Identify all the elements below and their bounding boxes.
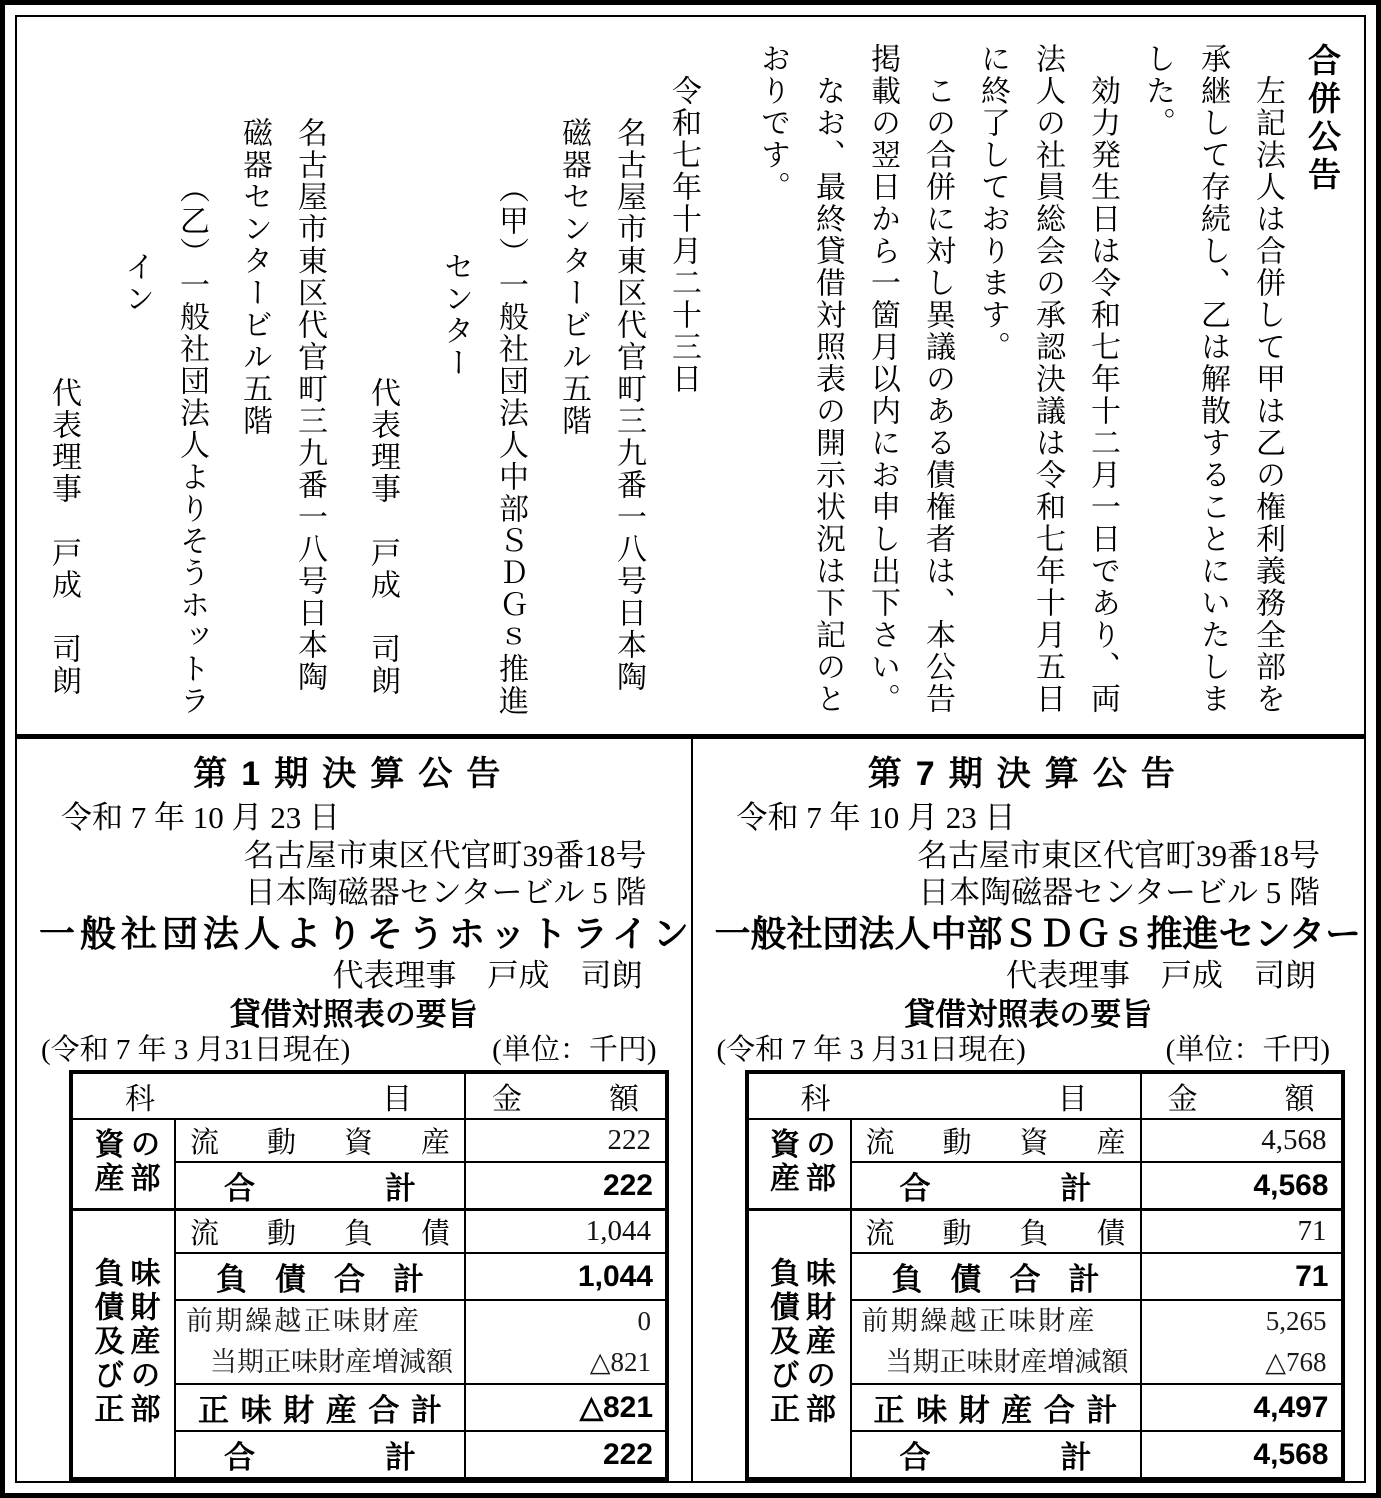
unit-label: (単位：千円) [1165,1034,1330,1066]
net-assets-detail-values [465,1300,667,1384]
notice-representative: 代表理事 戸成 司朗 [366,377,399,697]
carried-forward-label: 前期繰越正味財産 [861,1306,1095,1336]
grand-total-label: 合計 [175,1431,465,1479]
current-liabilities-label: 流動負債 [851,1210,1141,1254]
report-title: 第7期決算公告 [867,755,1189,793]
company-name: 一般社団法人よりそうホットライン [39,913,694,954]
net-change-value: △768 [1265,1347,1327,1377]
notice-address: 名古屋市東区代官町三九番一八号日本陶 [293,117,326,693]
financial-reports-section [17,739,1364,1481]
notice-address: 名古屋市東区代官町三九番一八号日本陶 [612,117,645,693]
current-assets-value: 222 [465,1119,667,1162]
notice-line: 掲載の翌日から一箇月以内にお申し出下さい。 [866,43,899,715]
notice-line: した。 [1141,43,1174,139]
column-header-subject: 科目 [747,1072,1141,1119]
notice-representative: 代表理事 戸成 司朗 [47,377,80,697]
row-current-liabilities [747,1210,1343,1254]
group-label-liabilities: 負債及び正味財産の部 [71,1210,175,1480]
current-liabilities-value: 71 [1141,1210,1343,1254]
row-current-assets [747,1119,1343,1162]
notice-address: 磁器センタービル五階 [557,117,590,437]
notice-line: なお、最終貸借対照表の開示状況は下記のと [811,75,844,715]
net-assets-total-value: 4,497 [1141,1384,1343,1431]
report-term-1 [17,739,694,1481]
current-assets-label: 流動資産 [851,1119,1141,1162]
as-of-date: (令和 7 年 3 月31日現在) [716,1034,1026,1066]
table-header-row [747,1072,1343,1119]
balance-sheet-table [745,1070,1345,1481]
notice-line: に終了しております。 [976,43,1009,363]
notice-line: おりです。 [756,43,789,203]
liabilities-total-label: 負債合計 [851,1253,1141,1300]
column-header-amount: 金額 [1141,1072,1343,1119]
balance-sheet-note [715,1034,1343,1067]
column-header-amount: 金額 [465,1072,667,1119]
assets-total-label: 合計 [175,1162,465,1210]
company-name: 一般社団法人中部ＳＤＧｓ推進センター [714,913,1362,954]
notice-line: 効力発生日は令和七年十二月一日であり、両 [1086,75,1119,715]
grand-total-value: 4,568 [1141,1431,1343,1479]
liabilities-total-value: 71 [1141,1253,1343,1300]
row-current-liabilities [71,1210,667,1254]
notice-title: 合併公告 [1304,43,1341,195]
balance-sheet-title: 貸借対照表の要旨 [229,997,478,1032]
unit-label: (単位：千円) [492,1034,657,1066]
page-inner-border [15,15,1366,1483]
representative: 代表理事 戸成 司朗 [1006,958,1316,993]
carried-forward-label: 前期繰越正味財産 [186,1306,419,1336]
representative: 代表理事 戸成 司朗 [332,958,643,993]
assets-total-value: 4,568 [1141,1162,1343,1210]
row-current-assets [71,1119,667,1162]
report-address-1: 名古屋市東区代官町39番18号 [917,838,1320,873]
report-term-7 [691,739,1365,1481]
balance-sheet-note [39,1034,669,1067]
notice-party-otsu-cont: イン [120,251,153,315]
balance-sheet-title: 貸借対照表の要旨 [904,997,1153,1032]
notice-party-kou: （甲）一般社団法人中部ＳＤＧｓ推進 [494,173,527,717]
grand-total-value: 222 [465,1431,667,1479]
as-of-date: (令和 7 年 3 月31日現在) [41,1034,351,1066]
group-label-liabilities: 負債及び正味財産の部 [747,1210,851,1480]
net-change-label: 当期正味財産増減額 [210,1347,453,1377]
liabilities-total-label: 負債合計 [175,1253,465,1300]
group-label-assets: 資産の部 [71,1119,175,1210]
report-date: 令和 7 年 10 月 23 日 [736,800,1016,835]
notice-party-kou-cont: センター [439,251,472,379]
report-address-2: 日本陶磁器センタービル 5 階 [244,875,647,910]
net-assets-total-value: △821 [465,1384,667,1431]
carried-forward-value: 0 [637,1306,651,1336]
notice-address: 磁器センタービル五階 [238,117,271,437]
notice-party-otsu: （乙）一般社団法人よりそうホットラ [175,173,208,717]
merger-notice-section [17,17,1364,739]
grand-total-label: 合計 [851,1431,1141,1479]
assets-total-label: 合計 [851,1162,1141,1210]
net-assets-total-label: 正味財産合計 [175,1384,465,1431]
notice-line: 左記法人は合併して甲は乙の権利義務全部を [1251,75,1284,715]
current-assets-label: 流動資産 [175,1119,465,1162]
balance-sheet-table [69,1070,669,1481]
assets-total-value: 222 [465,1162,667,1210]
net-assets-detail-labels [851,1300,1141,1384]
notice-date: 令和七年十月二十三日 [667,75,700,395]
group-label-assets: 資産の部 [747,1119,851,1210]
report-address-1: 名古屋市東区代官町39番18号 [243,838,647,873]
net-assets-total-label: 正味財産合計 [851,1384,1141,1431]
net-assets-detail-values [1141,1300,1343,1384]
current-liabilities-value: 1,044 [465,1210,667,1254]
notice-line: 法人の社員総会の承認決議は令和七年十月五日 [1031,43,1064,715]
notice-line: 承継して存続し、乙は解散することにいたしま [1196,43,1229,715]
report-address-2: 日本陶磁器センタービル 5 階 [918,875,1320,910]
net-assets-detail-labels [175,1300,465,1384]
net-change-label: 当期正味財産増減額 [885,1347,1129,1377]
column-header-subject: 科目 [71,1072,465,1119]
current-assets-value: 4,568 [1141,1119,1343,1162]
net-change-value: △821 [589,1347,651,1377]
table-header-row [71,1072,667,1119]
report-date: 令和 7 年 10 月 23 日 [61,800,340,835]
current-liabilities-label: 流動負債 [175,1210,465,1254]
liabilities-total-value: 1,044 [465,1253,667,1300]
carried-forward-value: 5,265 [1265,1306,1327,1336]
notice-line: この合併に対し異議のある債権者は、本公告 [921,75,954,715]
report-title: 第1期決算公告 [193,755,515,793]
